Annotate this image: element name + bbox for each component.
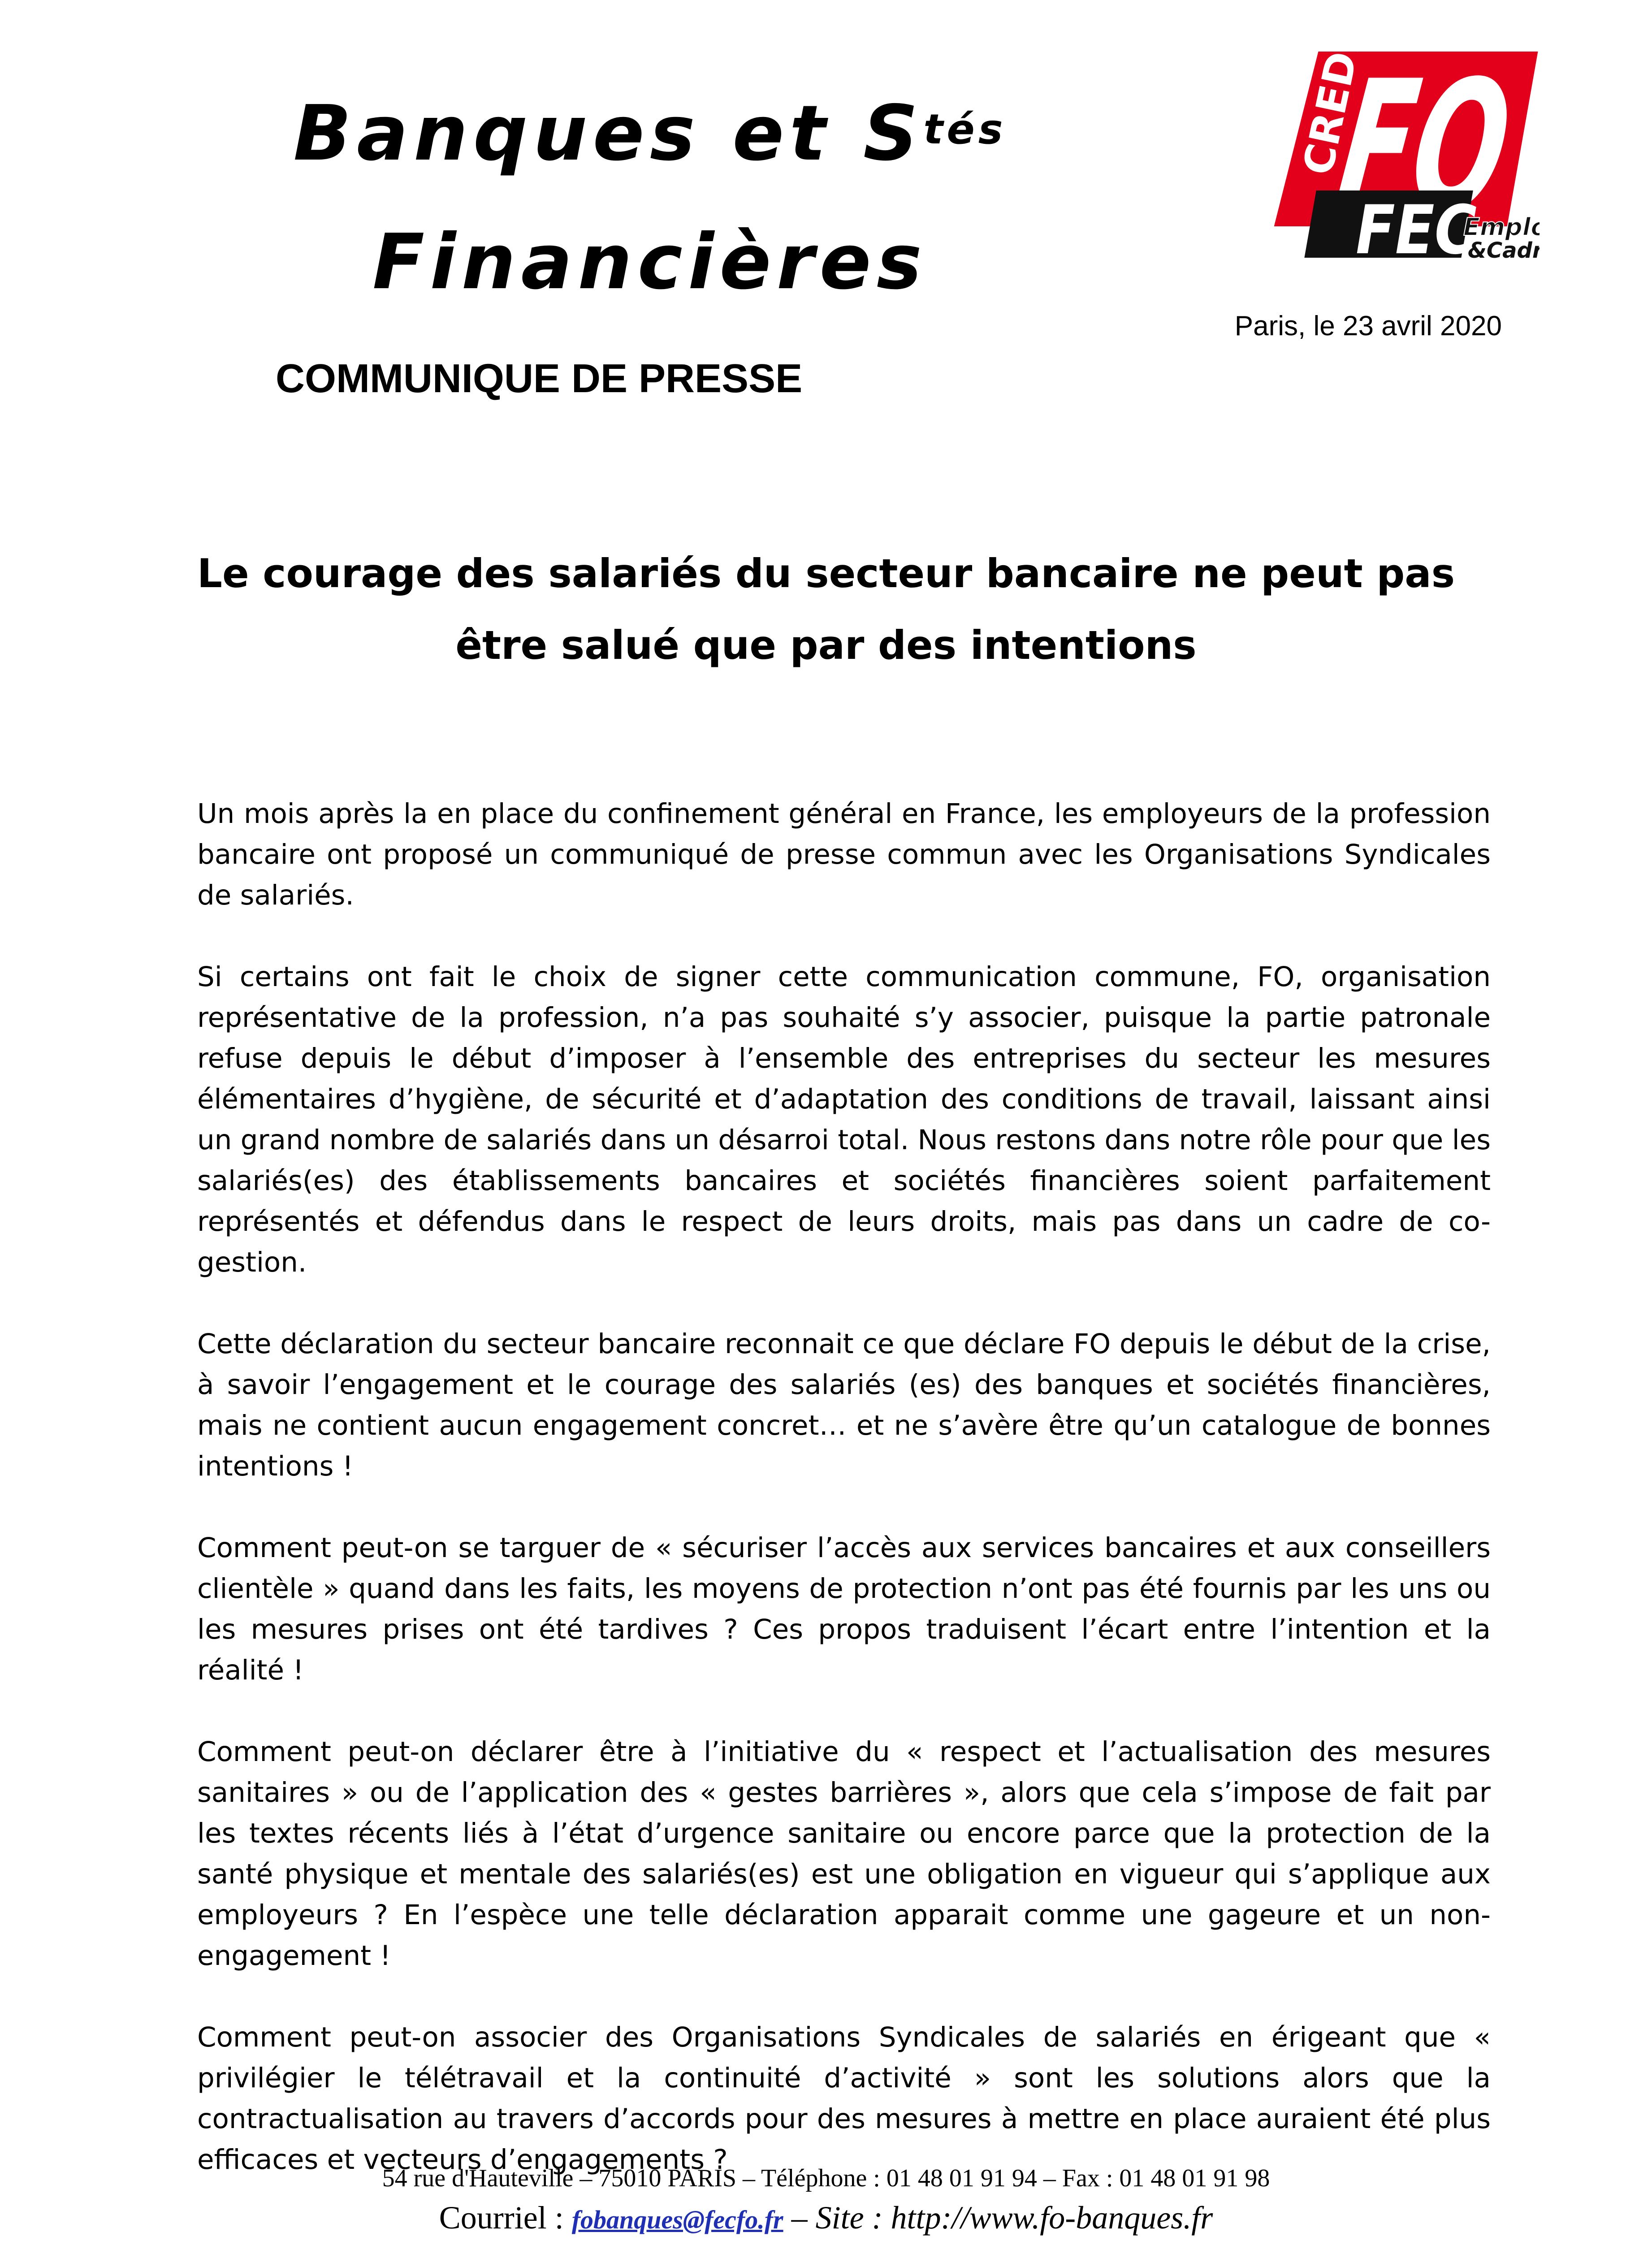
press-release-label: COMMUNIQUE DE PRESSE — [276, 356, 803, 401]
organization-title — [255, 75, 1044, 320]
footer-contact — [0, 2196, 1652, 2241]
title-line-1: Banques et $S^{tés}$ — [293, 89, 1007, 178]
footer-address: 54 rue d'Hauteville – 75010 PARIS – Téléphone : 01 48 01 91 94 – Fax : 01 48 01 91 98 — [382, 2164, 1270, 2192]
logo-main-text: FO — [1326, 43, 1540, 251]
headline — [179, 538, 1473, 681]
logo-tag-line-1: Empl — [1463, 213, 1531, 241]
logo-graphic — [1253, 43, 1540, 276]
paragraph: Comment peut-on se targuer de « sécuriser l’accès aux services bancaires et aux conseillers clientèle » quand dans les faits, les moyens de protection n’ont pas été fournis par les uns ou les mesures prises ont été tardives ? Ces propos traduisent l’écart entre l’intention et la réalité ! — [197, 1532, 1491, 1686]
email-link[interactable]: fobanques@fecfo.fr — [571, 2205, 783, 2234]
title-superscript: tés — [923, 105, 1007, 153]
paragraph: Comment peut-on déclarer être à l’initiative du « respect et l’actualisation des mesures sanitaires » ou de l’application des « gestes barrières », alors que cela s’impose de fait par les textes récents liés à l’état d’urgence sanitaire ou encore parce que la protection de la santé physique et mentale des salariés(es) est une obligation en vigueur qui s’applique aux employeurs ? En l’espèce une telle déclaration apparait comme une gageure et un non-engagement ! — [197, 1736, 1491, 1972]
headline-line-2: être salué que par des intentions — [455, 622, 1197, 668]
headline-line-1: Le courage des salariés du secteur bancaire ne peut pas — [197, 550, 1455, 597]
logo-tag-line-2: &Cad — [1468, 238, 1532, 263]
email-label: Courriel : — [439, 2200, 572, 2236]
title-line-2: Financières — [372, 218, 927, 307]
logo-sub-text: FEC — [1356, 191, 1477, 269]
paragraph: Un mois après la en place du confinement général en France, les employeurs de la profession bancaire ont proposé un communiqué de presse commun avec les Organisations Syndicales de salariés. — [197, 798, 1491, 911]
logo-side-text: CREDIT — [1293, 43, 1376, 179]
paragraph: Cette déclaration du secteur bancaire reconnait ce que déclare FO depuis le début de la crise, à savoir l’engagement et le courage des salariés (es) des banques et sociétés financières, mais ne contient aucun engagement concret… et ne s’avère être qu’un catalogue de bonnes intentions ! — [197, 1328, 1491, 1482]
document-date: Paris, le 23 avril 2020 — [1234, 311, 1502, 342]
body-text — [197, 793, 1491, 2221]
paragraph: Si certains ont fait le choix de signer cette communication commune, FO, organisation représentative de la profession, n’a pas souhaité s’y associer, puisque la partie patronale refuse depuis le début d’imposer à l’ensemble des entreprises du secteur les mesures élémentaires d’hygiène, de sécurité et d’adaptation des conditions de travail, laissant ainsi un grand nombre de salariés dans un désarroi total. Nous restons dans notre rôle pour que les salariés(es) des établissements bancaires et sociétés financières soient parfaitement représentés et défendus dans le respect de leurs droits, mais pas dans un cadre de co-gestion. — [197, 961, 1491, 1278]
site-text: – Site : http://www.fo-banques.fr — [783, 2200, 1213, 2236]
paragraph: Comment peut-on associer des Organisations Syndicales de salariés en érigeant que « privilégier le télétravail et la continuité d’activité » sont les solutions alors que la contractualisation au travers d’accords pour des mesures à mettre en place auraient été plus efficaces et vecteurs d’engagements ? — [197, 2021, 1491, 2176]
fo-credit-fec-logo — [1253, 43, 1540, 276]
footer — [0, 2160, 1652, 2241]
